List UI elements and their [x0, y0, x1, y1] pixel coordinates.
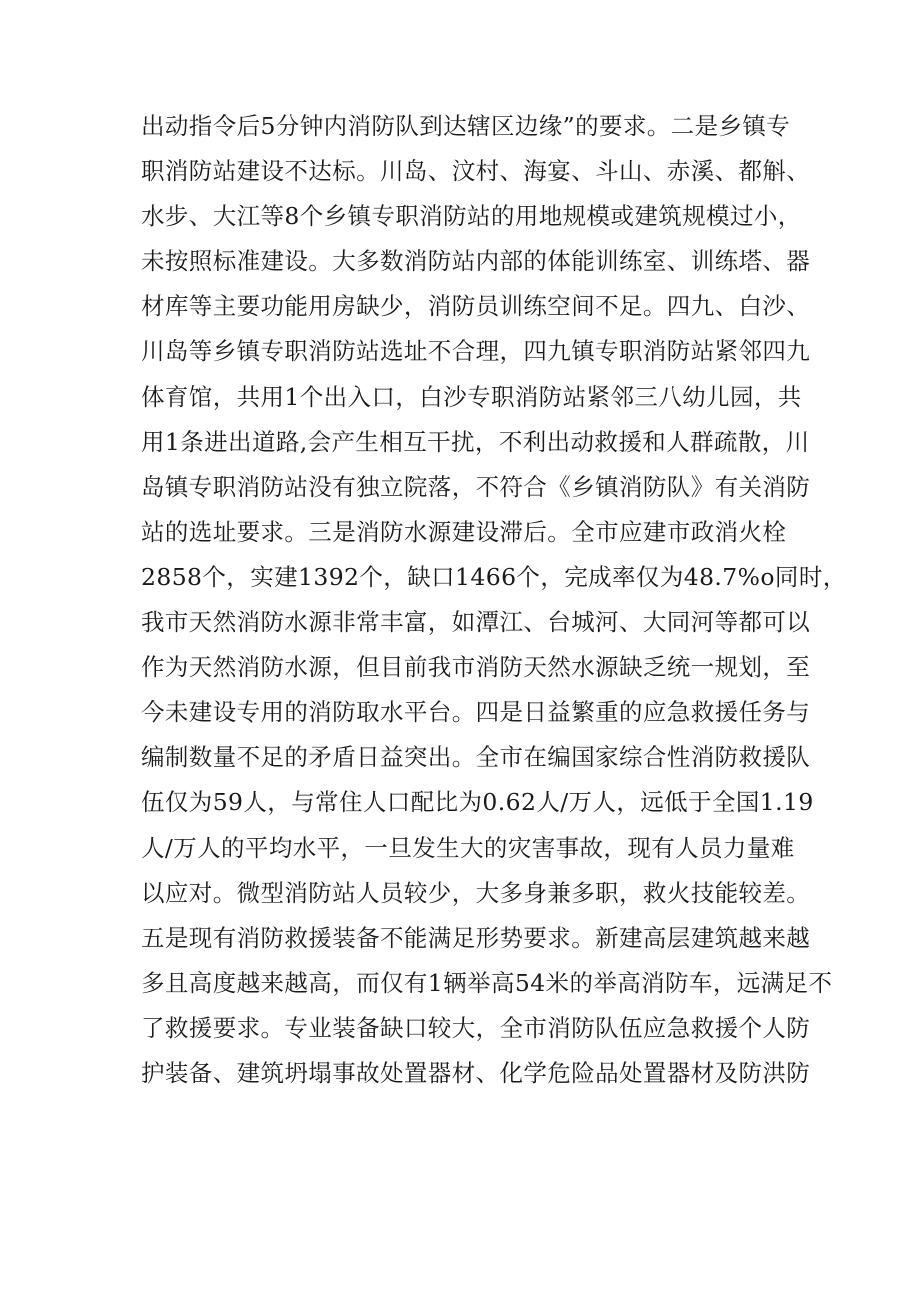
text-line: 未按照标准建设。大多数消防站内部的体能训练室、训练塔、器: [141, 247, 811, 276]
text-line: 站的选址要求。三是消防水源建设滞后。全市应建市政消火栓: [141, 517, 787, 546]
text-line: 我市天然消防水源非常丰富，如潭江、台城河、大同河等都可以: [141, 608, 811, 637]
text-line: 川岛等乡镇专职消防站选址不合理，四九镇专职消防站紧邻四九: [141, 337, 811, 366]
text-line: 岛镇专职消防站没有独立院落，不符合《乡镇消防队》有关消防: [141, 472, 811, 501]
text-line: 人/万人的平均水平，一旦发生大的灾害事故，现有人员力量难: [141, 833, 795, 862]
text-line: 了救援要求。专业装备缺口较大，全市消防队伍应急救援个人防: [141, 1013, 811, 1042]
text-line: 伍仅为59人，与常住人口配比为0.62人/万人，远低于全国1.19: [141, 788, 814, 817]
text-line: 用1条进出道路,会产生相互干扰，不利出动救援和人群疏散，川: [141, 427, 810, 456]
text-line: 以应对。微型消防站人员较少，大多身兼多职，救火技能较差。: [141, 878, 811, 907]
text-line: 五是现有消防救援装备不能满足形势要求。新建高层建筑越来越: [141, 923, 811, 952]
text-line: 材库等主要功能用房缺少，消防员训练空间不足。四九、白沙、: [141, 292, 811, 321]
text-line: 今未建设专用的消防取水平台。四是日益繁重的应急救援任务与: [141, 698, 811, 727]
text-line: 护装备、建筑坍塌事故处置器材、化学危险品处置器材及防洪防: [141, 1058, 811, 1087]
body-text: [141, 104, 847, 1096]
text-line: 2858个，实建1392个，缺口1466个，完成率仅为48.7%o同时，: [141, 562, 847, 591]
text-line: 多且高度越来越高，而仅有1辆举高54米的举高消防车，远满足不: [141, 968, 833, 997]
text-line: 水步、大江等8个乡镇专职消防站的用地规模或建筑规模过小，: [141, 202, 802, 231]
text-line: 编制数量不足的矛盾日益突出。全市在编国家综合性消防救援队: [141, 743, 811, 772]
text-line: 作为天然消防水源，但目前我市消防天然水源缺乏统一规划，至: [141, 653, 811, 682]
text-line: 体育馆，共用1个出入口，白沙专职消防站紧邻三八幼儿园，共: [141, 382, 802, 411]
text-line: 出动指令后5分钟内消防队到达辖区边缘”的要求。二是乡镇专: [141, 112, 791, 140]
text-line: 职消防站建设不达标。川岛、汶村、海宴、斗山、赤溪、都斛、: [141, 157, 811, 186]
